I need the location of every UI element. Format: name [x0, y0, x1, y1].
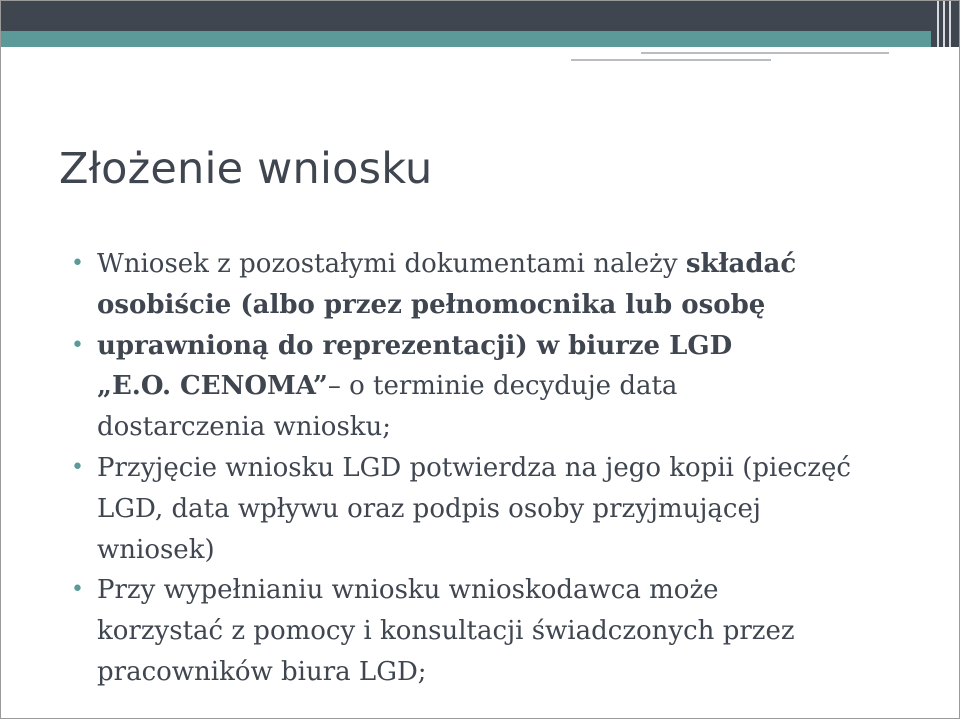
- text-line: [71, 244, 931, 285]
- text-segment: Przyjęcie wniosku LGD potwierdza na jego kopii (pieczęć: [97, 452, 851, 483]
- text-segment: dostarczenia wniosku;: [97, 412, 392, 443]
- bullet-icon: •: [71, 454, 84, 480]
- text-segment: wniosek): [97, 534, 215, 565]
- text-segment: Wniosek z pozostałymi dokumentami należy: [97, 249, 686, 279]
- text-line: [71, 652, 931, 693]
- text-segment: korzystać z pomocy i konsultacji świadczonych przez: [97, 616, 795, 647]
- header-teal-band: [1, 31, 931, 47]
- text-line: [71, 448, 931, 489]
- slide-title: Złożenie wniosku: [59, 144, 433, 194]
- text-line: [71, 326, 931, 367]
- bold-text: „E.O. CENOMA”: [97, 371, 328, 402]
- text-line: [71, 285, 931, 326]
- text-segment: pracowników biura LGD;: [97, 656, 427, 687]
- text-line: [71, 366, 931, 407]
- header-dark-band: [1, 1, 959, 31]
- slide-body: [71, 244, 931, 693]
- bold-text: składać: [685, 249, 797, 279]
- bullet-icon: •: [71, 332, 84, 358]
- bold-text: uprawnioną do reprezentacji) w biurze LGD: [97, 330, 733, 361]
- text-segment: LGD, data wpływu oraz podpis osoby przyjmującej: [97, 493, 761, 524]
- bullet-icon: •: [71, 577, 84, 603]
- text-line: [71, 530, 931, 571]
- header-thin-line-2: [571, 59, 771, 61]
- text-segment: – o terminie decyduje data: [327, 371, 678, 402]
- text-line: [71, 611, 931, 652]
- header-right-stripes: [931, 1, 959, 47]
- bullet-icon: •: [71, 251, 84, 276]
- header-thin-line: [641, 52, 889, 54]
- text-line: [71, 570, 931, 611]
- text-segment: Przy wypełnianiu wniosku wnioskodawca może: [97, 575, 719, 606]
- bold-text: osobiście (albo przez pełnomocnika lub osobę: [97, 289, 766, 320]
- text-line: [71, 407, 931, 448]
- text-line: [71, 489, 931, 530]
